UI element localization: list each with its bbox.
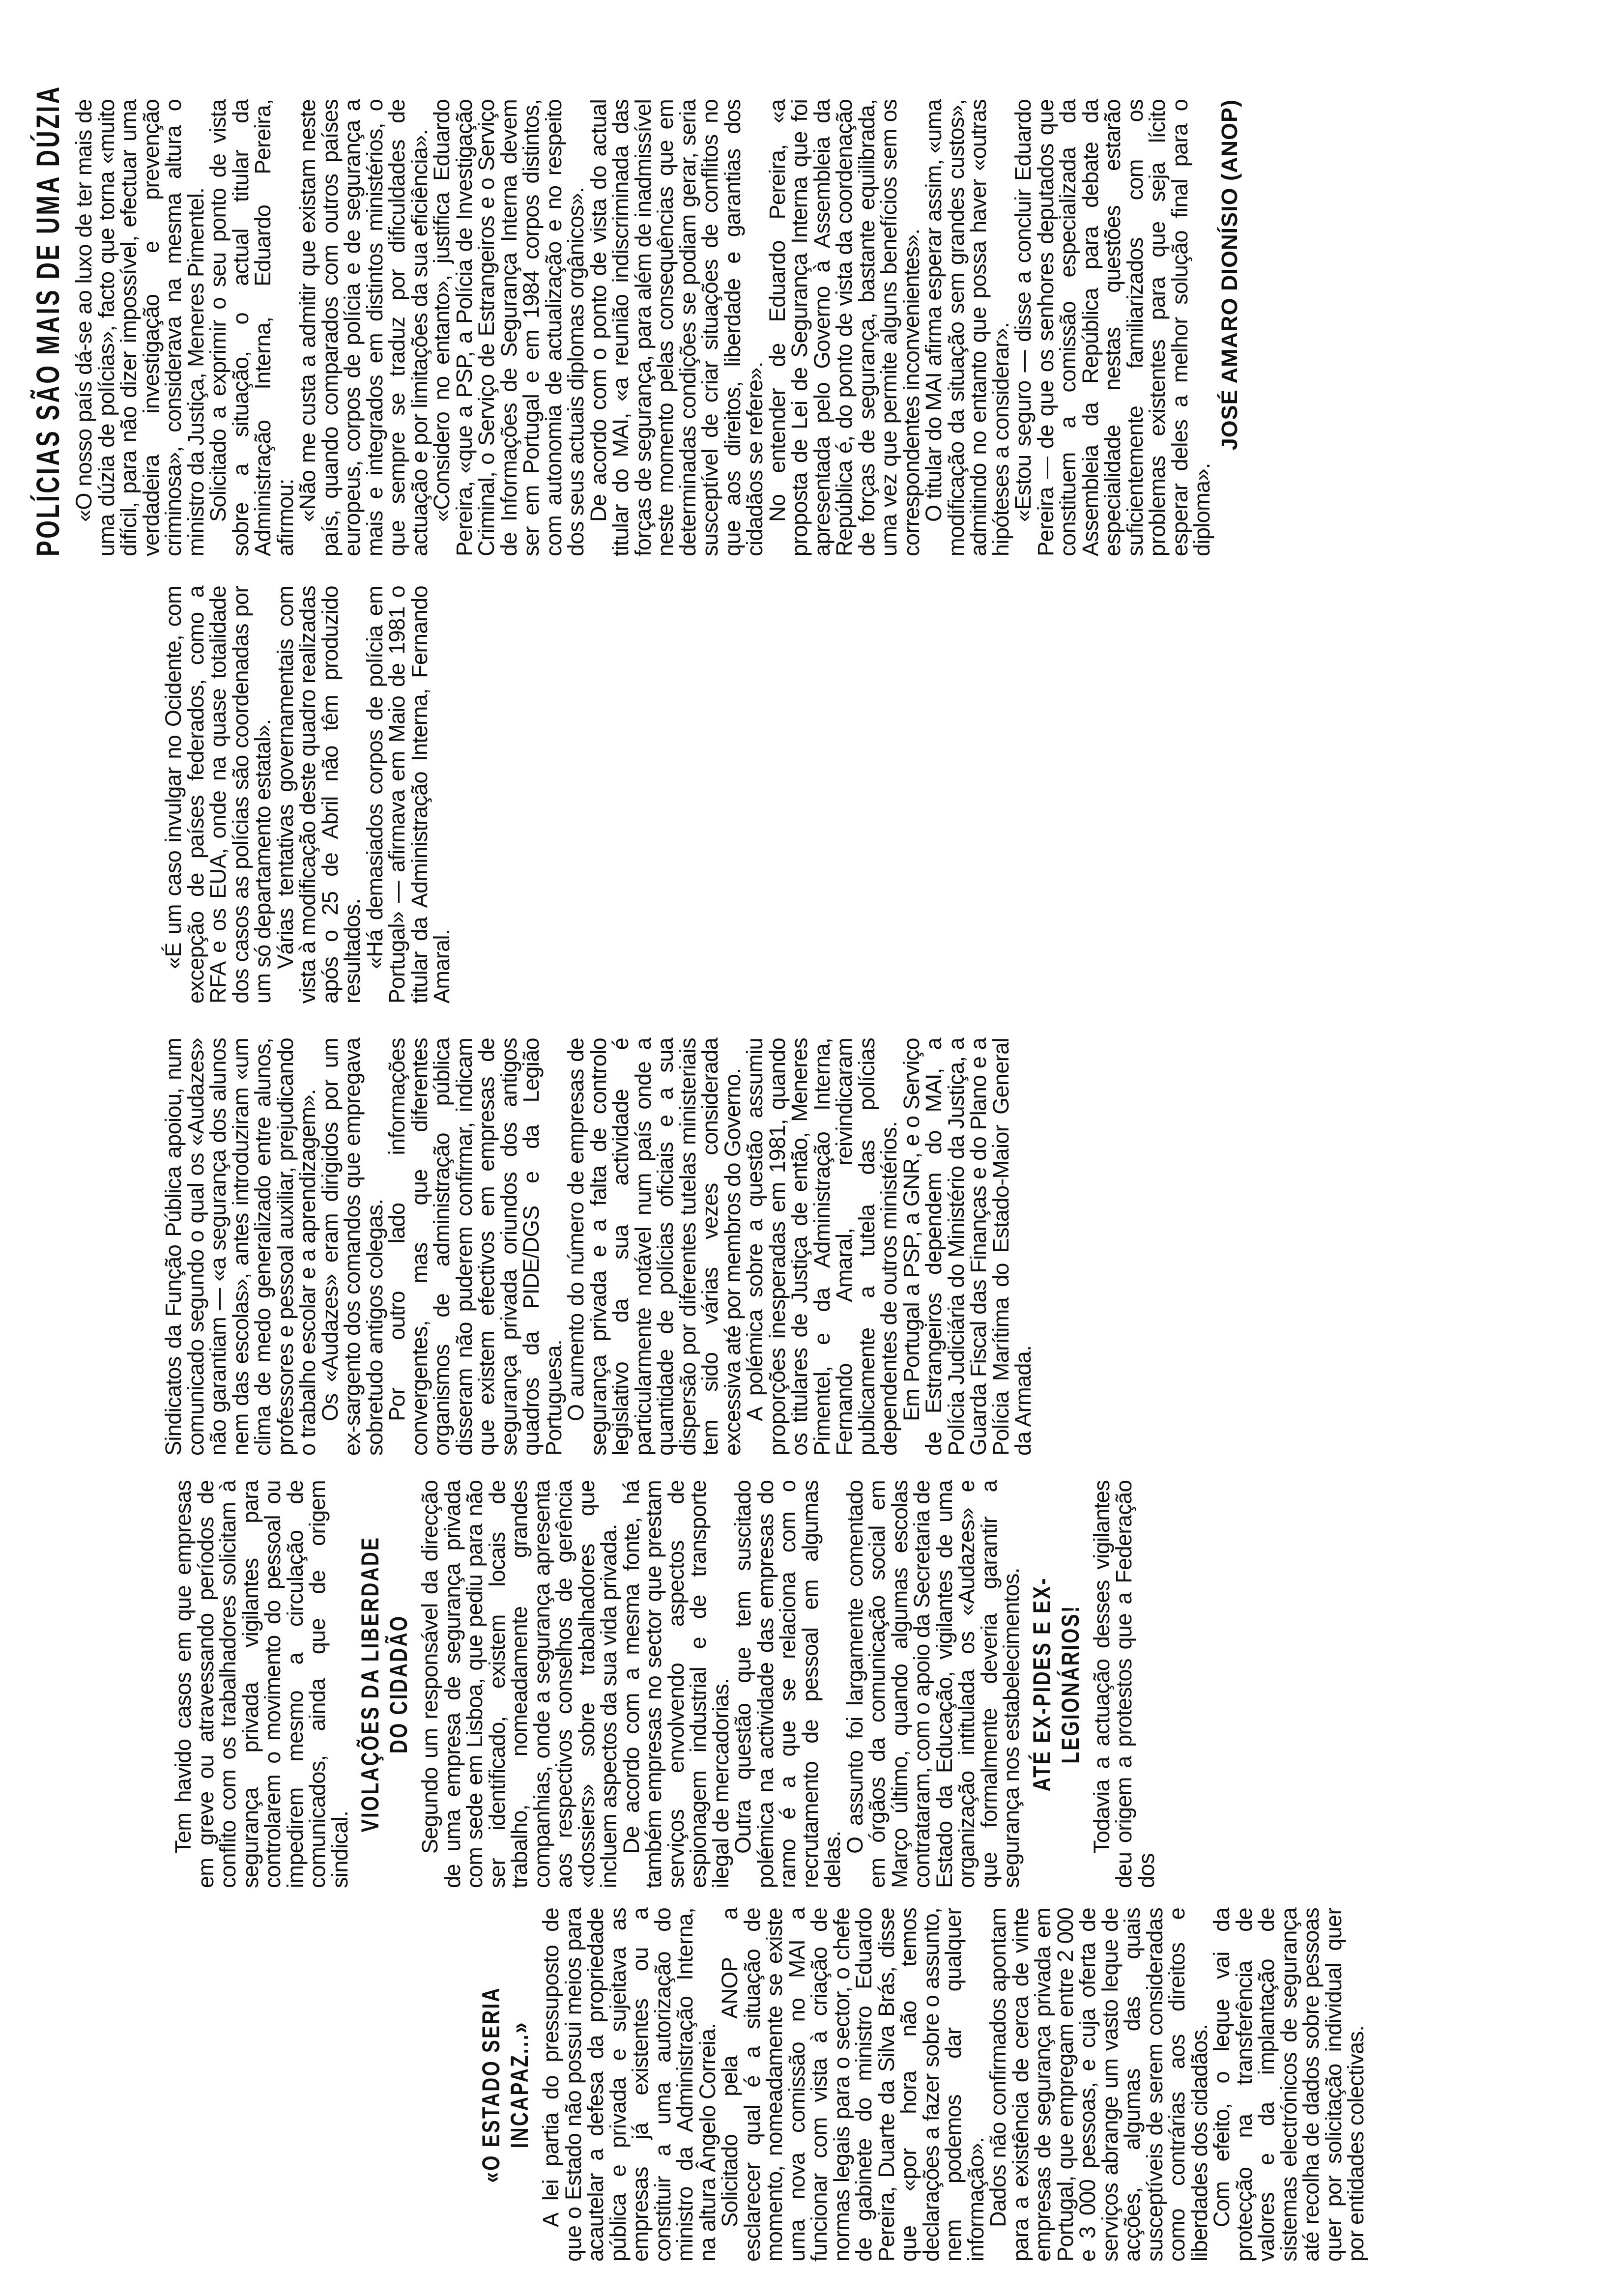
paragraph: A lei partia do pressuposto de que o Estado não possui meios para acautelar a defesa da propriedade pública e privada e sujeitava as empresas já existentes ou a constituir a uma autorização do ministro da Administração Interna, na altura Ângelo Correia.: [538, 1908, 720, 2262]
paragraph: Solicitado pela ANOP a esclarecer qual é a situação de momento, nomeadamente se existe uma nova comissão no MAI a funcionar com vista à criação de normas legais para o sector, o chefe de gabinete do ministro Eduardo Pereira, Duarte da Silva Brás, disse que «por hora não temos declarações a fazer sobre o assunto, nem podemos dar qualquer informação».: [717, 1908, 988, 2262]
paragraph: De acordo com o ponto de vista do actual titular do MAI, «a reunião indiscriminada das forças de segurança, para além de inadmissível neste momento pelas consequências que em determinadas condições se podiam gerar, seria susceptível de criar situações de conflitos no que aos direitos, liberdade e garantias dos cidadãos se refere».: [585, 99, 767, 556]
paragraph: Com efeito, o leque vai da protecção na transferência de valores e da implantação de sistemas electrónicos de segurança até recolha de dados sobre pessoas quer por solicitação individual quer por entidades colectivas.: [1209, 1908, 1368, 2262]
paragraph: Outra questão que tem suscitado polémica na actividade das empresas do ramo é a que se relaciona com o recrutamento de pessoal em algumas delas.: [730, 1480, 845, 1888]
paragraph: Segundo um responsável da direcção de uma empresa de segurança privada com sede em Lisboa, que pediu para não ser identificado, existem locais de trabalho, nomeadamente grandes companhias, onde a segurança apresenta aos respectivos conselhos de gerência «dossiers» sobre trabalhadores que incluem aspectos da sua vida privada.: [417, 1480, 621, 1888]
paragraph: Em Portugal a PSP, a GNR, e o Serviço de Estrangeiros dependem do MAI, a Polícia Judiciária do Ministério da Justiça, a Guarda Fiscal das Finanças e do Plano e a Polícia Marítima do Estado-Maior General da Armada.: [898, 1038, 1036, 1456]
column-5: [29, 85, 1242, 556]
paragraph: Todavia a actuação desses vigilantes deu origem a protestos que a Federação dos: [1089, 1480, 1159, 1888]
paragraph: Várias tentativas governamentais com vista à modificação deste quadro realizadas após o 25 de Abril não têm produzido resultados.: [272, 586, 365, 1004]
section-heading-policias: POLÍCIAS SÃO MAIS DE UMA DÚZIA: [29, 85, 66, 556]
paragraph: «Estou seguro — disse a concluir Eduardo Pereira — de que os senhores deputados que constituem a comissão especializada da Assembleia da República para debate da especialidade nestas questões estarão suficientemente familiarizados com os problemas existentes para que seja lícito esperar deles a melhor solução final para o diploma».: [1010, 99, 1214, 556]
section-heading-violacoes: VIOLAÇÕES DA LIBERDADE DO CIDADÃO: [356, 1536, 412, 1833]
column-2: [172, 1480, 1157, 1888]
paragraph: De acordo com a mesma fonte, há também empresas no sector que prestam serviços envolvendo aspectos de espionagem industrial e de transporte ilegal de mercadorias.: [618, 1480, 733, 1888]
paragraph: Solicitado a exprimir o seu ponto de vista sobre a situação, o actual titular da Administração Interna, Eduardo Pereira, afirmou:: [205, 99, 298, 556]
paragraph: «O nosso país dá-se ao luxo de ter mais de uma dúzia de polícias», facto que torna «muito difícil, para não dizer impossível, efectuar uma verdadeira investigação e prevenção criminosa», considerava na mesma altura o ministro da Justiça, Meneres Pimentel.: [71, 99, 208, 556]
paragraph: Os «Audazes» eram dirigidos por um ex-sargento dos comandos que empregava sobretudo antigos colegas.: [317, 1038, 387, 1456]
byline: JOSÉ AMARO DIONÍSIO (ANOP): [1216, 99, 1242, 451]
paragraph: A polémica sobre a questão assumiu proporções inesperadas em 1981, quando os titulares de Justiça de então, Meneres Pimentel, e da Administração Interna, Fernando Amaral, reivindicaram publicamente a tutela das polícias dependentes de outros ministérios.: [742, 1038, 901, 1456]
column-1: [472, 1908, 1367, 2262]
section-heading-estado-incapaz: «O ESTADO SERIA INCAPAZ...»: [477, 1986, 533, 2183]
paragraph: Tem havido casos em que empresas em greve ou atravessando períodos de conflito com os trabalhadores solicitam à segurança privada vigilantes para controlarem o movimento do pessoal ou impedirem mesmo a circulação de comunicados, ainda que de origem sindical.: [171, 1480, 352, 1888]
column-4: [162, 586, 453, 1004]
paragraph: «Há demasiados corpos de polícia em Portugal» — afirmava em Maio de 1981 o titular da Administração Interna, Fernando Amaral.: [362, 586, 454, 1004]
paragraph: No entender de Eduardo Pereira, «a proposta de Lei de Segurança Interna que foi apresentada pelo Governo à Assembleia da República é, do ponto de vista da coordenação de forças de segurança, bastante equilibrada, uma vez que permite alguns benefícios sem os correspondentes inconvenientes».: [764, 99, 924, 556]
column-3: [162, 1038, 1035, 1456]
paragraph: Dados não confirmados apontam para a existência de cerca de vinte empresas de segurança privada em Portugal, que empregam entre 2 000 e 3 000 pessoas, e cuja oferta de serviços abrange um vasto leque de acções, algumas das quais susceptíveis de serem consideradas como contrárias aos direitos e liberdades dos cidadãos.: [985, 1908, 1212, 2262]
paragraph: Por outro lado informações convergentes, mas que diferentes organismos de administração pública disseram não puderem confirmar, indicam que existem efectivos em empresas de segurança privada oriundos dos antigos quadros da PIDE/DGS e da Legião Portuguesa.: [384, 1038, 566, 1456]
paragraph: Sindicatos da Função Pública apoiou, num comunicado segundo o qual os «Audazes» não garantiam — «a segurança dos alunos nem das escolas», antes introduziram «um clima de medo generalizado entre alunos, professores e pessoal auxiliar, prejudicando o trabalho escolar e a aprendizagem».: [161, 1038, 320, 1456]
section-heading-ex-pides: ATÉ EX-PIDES E EX-LEGIONÁRIOS!: [1028, 1577, 1084, 1792]
paragraph: O titular do MAI afirma esperar assim, «uma modificação da situação sem grandes custos», admitindo no entanto que possa haver «outras hipóteses a considerar».: [921, 99, 1013, 556]
paragraph: O aumento do número de empresas de segurança privada e a falta de controlo legislativo da sua actividade é particularmente notável num país onde a quantidade de polícias oficiais e a sua dispersão por diferentes tutelas ministeriais tem sido várias vezes considerada excessiva até por membros do Governo.: [563, 1038, 745, 1456]
paragraph: «É um caso invulgar no Ocidente, com excepção de países federados, como a RFA e os EUA, onde na quase totalidade dos casos as polícias são coordenadas por um só departamento estatal».: [161, 586, 275, 1004]
paragraph: «Considero no entanto», justifica Eduardo Pereira, «que a PSP, a Polícia de Investigação Criminal, o Serviço de Estrangeiros e o Serviço de Informações de Segurança Interna devem ser em Portugal e em 1984 corpos distintos, com autonomia de actualização e no respeito dos seus actuais diplomas orgânicos».: [429, 99, 588, 556]
paragraph: O assunto foi largamente comentado em órgãos da comunicação social em Março último, quando algumas escolas contrataram, com o apoio da Secretaria de Estado da Educação, vigilantes de uma organização intitulada os «Audazes» e que formalmente deveria garantir a segurança nos estabelecimentos.: [842, 1480, 1024, 1888]
paragraph: «Não me custa a admitir que existam neste país, quando comparados com outros países europeus, corpos de polícia e de segurança a mais e integrados em distintos ministérios, o que sempre se traduz por dificuldades de actuação e por limitações da sua eficiência».: [295, 99, 432, 556]
